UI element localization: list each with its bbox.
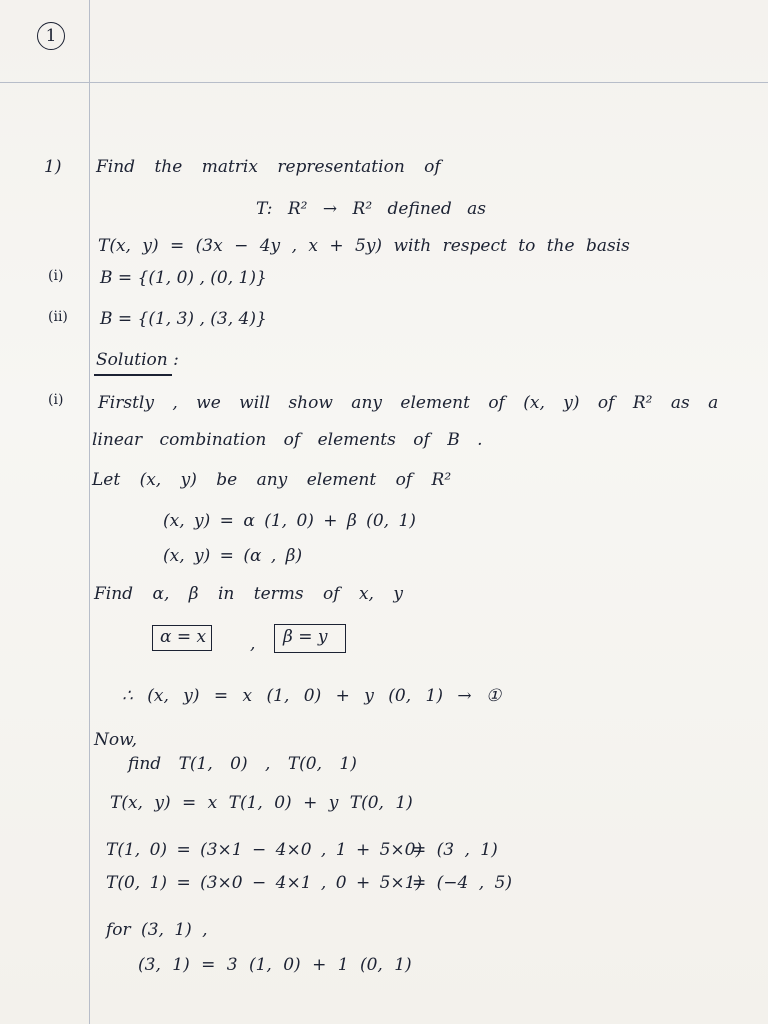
equation-31: (3, 1) = 3 (1, 0) + 1 (0, 1) bbox=[138, 955, 412, 975]
solution-line-3: Let (x, y) be any element of R² bbox=[92, 470, 452, 490]
box-separator: , bbox=[250, 634, 256, 654]
part-i-label: (i) bbox=[48, 268, 64, 284]
for-31-line: for (3, 1) , bbox=[106, 920, 208, 940]
now-label: Now, bbox=[94, 730, 138, 750]
T-xy-equation: T(x, y) = x T(1, 0) + y T(0, 1) bbox=[110, 793, 413, 813]
find-alpha-beta: Find α, β in terms of x, y bbox=[94, 584, 403, 604]
solution-underline bbox=[94, 374, 172, 376]
T-10-computation: T(1, 0) = (3×1 − 4×0 , 1 + 5×0) bbox=[106, 840, 423, 860]
header-line bbox=[0, 82, 768, 83]
solution-line-1: Firstly , we will show any element of (x, y) of R² as a bbox=[98, 393, 719, 413]
T-01-computation: T(0, 1) = (3×0 − 4×1 , 0 + 5×1) bbox=[106, 873, 423, 893]
page-number-circle: 1 bbox=[37, 22, 65, 50]
part-ii-label: (ii) bbox=[48, 309, 68, 325]
therefore-equation: ∴ (x, y) = x (1, 0) + y (0, 1) → ① bbox=[122, 686, 502, 706]
solution-line-2: linear combination of elements of B . bbox=[92, 430, 483, 450]
find-T-line: find T(1, 0) , T(0, 1) bbox=[128, 754, 357, 774]
beta-result: β = y bbox=[283, 627, 328, 647]
alpha-result: α = x bbox=[160, 627, 207, 647]
basis-ii: B = {(1, 3) , (3, 4)} bbox=[100, 309, 267, 329]
solution-part-label: (i) bbox=[48, 392, 64, 408]
question-line-3: T(x, y) = (3x − 4y , x + 5y) with respect to the basis bbox=[98, 236, 630, 256]
T-10-result: = (3 , 1) bbox=[412, 840, 498, 860]
question-line-1: Find the matrix representation of bbox=[96, 157, 441, 177]
basis-i: B = {(1, 0) , (0, 1)} bbox=[100, 268, 267, 288]
solution-heading: Solution : bbox=[96, 350, 179, 370]
question-line-2: T: R² → R² defined as bbox=[256, 199, 486, 219]
margin-line bbox=[89, 0, 90, 1024]
equation-1: (x, y) = α (1, 0) + β (0, 1) bbox=[163, 511, 416, 531]
T-01-result: = (−4 , 5) bbox=[412, 873, 512, 893]
question-number: 1) bbox=[44, 157, 62, 177]
equation-2: (x, y) = (α , β) bbox=[163, 546, 303, 566]
